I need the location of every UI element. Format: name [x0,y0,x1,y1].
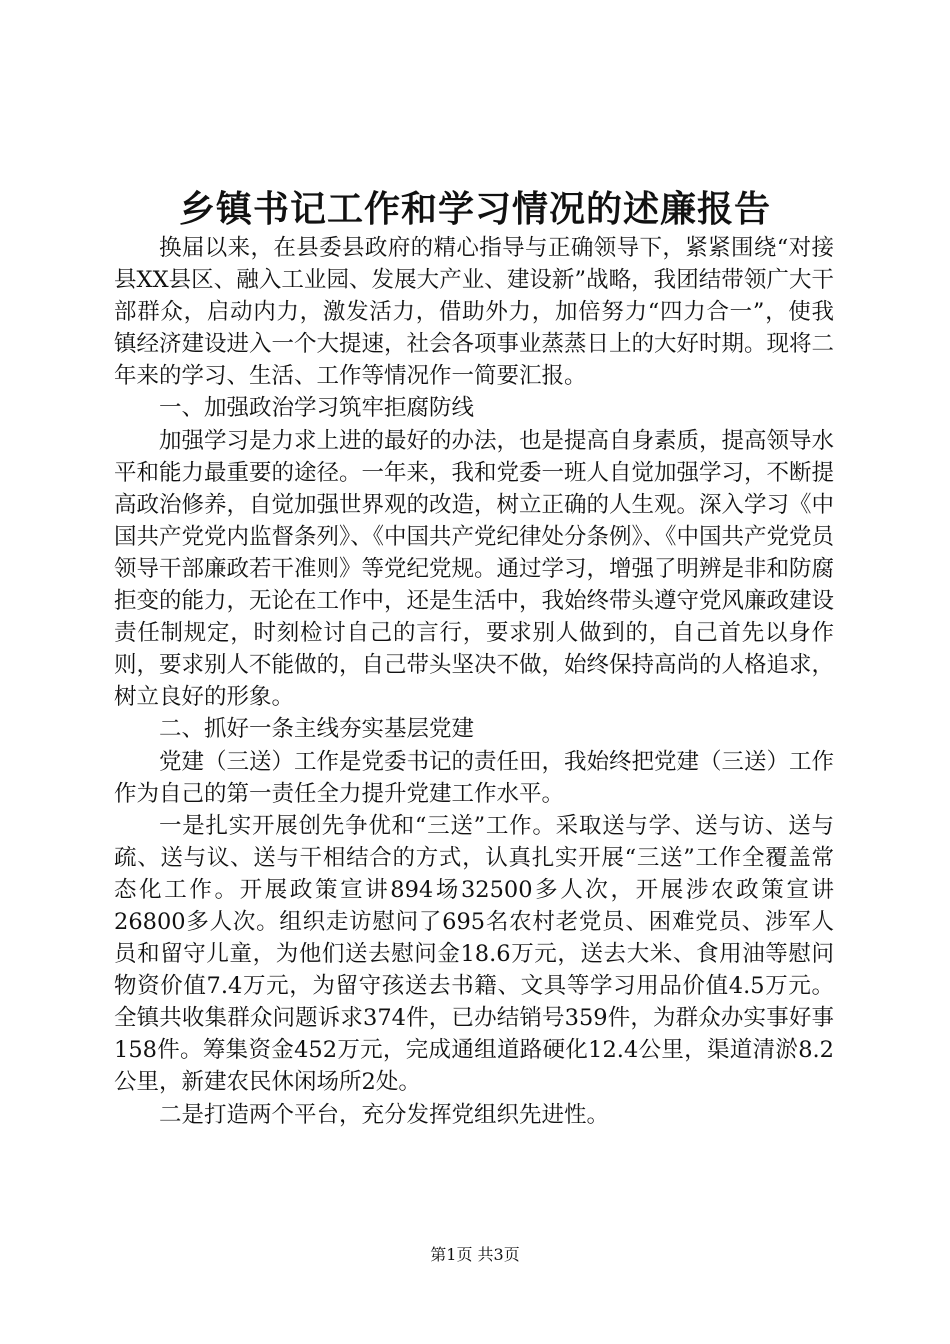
paragraph-two-platforms: 二是打造两个平台，充分发挥党组织先进性。 [159,1101,610,1128]
paragraph-three-send: 一是扎实开展创先争优和“三送”工作。采取送与学、送与访、送与疏、送与议、送与干相结合的方式，认真扎实开展“三送”工作全覆盖常态化工作。开展政策宣讲894场32500多人次，开展涉农政策宣讲26800多人次。组织走访慰问了695名农村老党员、困难党员、涉军人员和留守儿童，为他们送去慰问金18.6万元，送去大米、食用油等慰问物资价值7.4万元，为留守孩送去书籍、文具等学习用品价值4.5万元。全镇共收集群众问题诉求374件，已办结销号359件，为群众办实事好事158件。筹集资金452万元，完成通组道路硬化12.4公里，渠道清淤8.2公里，新建农民休闲场所2处。 [114,812,834,1096]
section-heading-1: 一、加强政治学习筑牢拒腐防线 [159,395,475,422]
paragraph-party-building: 党建（三送）工作是党委书记的责任田，我始终把党建（三送）工作作为自己的第一责任全力提升党建工作水平。 [114,748,835,807]
paragraph-study: 加强学习是力求上进的最好的办法，也是提高自身素质，提高领导水平和能力最重要的途径。一年来，我和党委一班人自觉加强学习，不断提高政治修养，自觉加强世界观的改造，树立正确的人生观。深入学习《中国共产党党内监督条列》、《中国共产党纪律处分条例》、《中国共产党党员领导干部廉政若干准则》等党纪党规。通过学习，增强了明辨是非和防腐拒变的能力，无论在工作中，还是生活中，我始终带头遵守党风廉政建设责任制规定，时刻检讨自己的言行，要求别人做到的，自己首先以身作则，要求别人不能做的，自己带头坚决不做，始终保持高尚的人格追求，树立良好的形象。 [114,427,835,711]
section-heading-2: 二、抓好一条主线夯实基层党建 [159,716,475,743]
document-body [114,232,834,1131]
paragraph-intro: 换届以来，在县委县政府的精心指导与正确领导下，紧紧围绕“对接县XX县区、融入工业园、发展大产业、建设新”战略，我团结带领广大干部群众，启动内力，激发活力，借助外力，加倍努力“四力合一”，使我镇经济建设进入一个大提速，社会各项事业蒸蒸日上的大好时期。现将二年来的学习、生活、工作等情况作一简要汇报。 [114,235,835,390]
page-footer: 第1页 共3页 [430,1245,520,1264]
document-title: 乡镇书记工作和学习情况的述廉报告 [178,188,771,230]
